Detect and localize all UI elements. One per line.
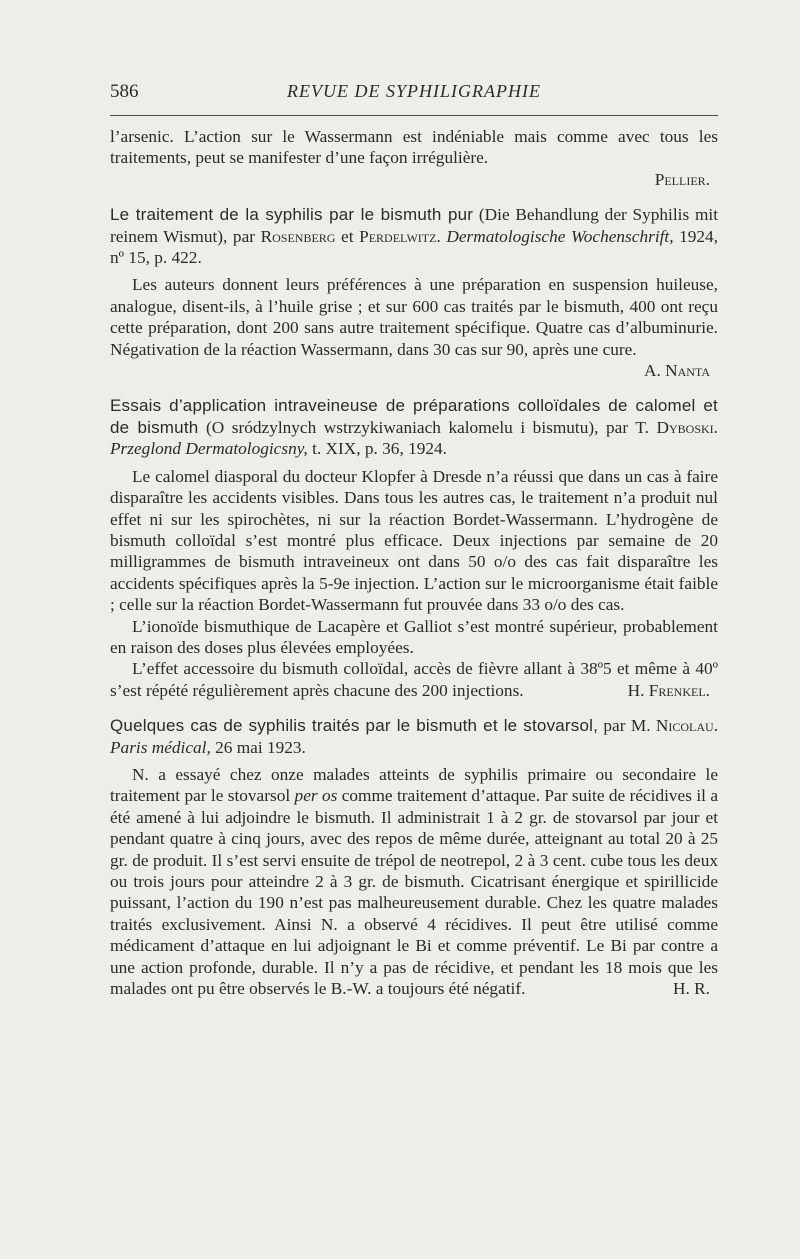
signature: H. R. [673,979,710,999]
paragraph: Le calomel diasporal du docteur Klopfer à Dresde n’a réussi que dans un cas à faire disparaître les accidents visibles. Dans tous les autres cas, le traitement n’a produit nul effet ni sur les spirochètes, ni sur la réaction Bordet-Wassermann. L’hydrogène de bismuth colloïdal s’est montré plus efficace. Deux injections par semaine de 20 milligrammes de bismuth intraveineux ont dans 50 o/o des cas fait disparaître les accidents spécifiques après la 5-9e injection. L’action sur le microorganisme était faible ; celle sur la réaction Bordet-Wassermann fut prouvée dans 33 o/o des cas. [110,466,718,615]
signature: A. Nanta [644,361,710,381]
paragraph: l’arsenic. L’action sur le Wassermann est indéniable mais comme avec tous les traitements, peut se manifester d’une façon irrégulière. [110,127,718,168]
signature: H. Frenkel. [627,680,710,700]
article-title: Quelques cas de syphilis traités par le bismuth et le stovarsol, [110,716,599,736]
emphasis: per os [294,786,338,806]
author-name: Perdelwitz [359,226,437,246]
running-title: REVUE DE SYPHILIGRAPHIE [287,81,541,101]
paragraph: N. a essayé chez onze malades atteints de syphilis primaire ou secondaire le traitement par le stovarsol per os comme traitement d’attaque. Par suite de récidives il a été amené à lui adjoindre le bismuth. Il administrait 1 à 2 gr. de stovarsol par jour et pendant quatre à cinq jours, avec des repos de même durée, atteignant au total 20 à 25 gr. de produit. Il s’est servi ensuite de trépol de neotrepol, 2 à 3 cent. cube tous les deux ou trois jours pour atteindre 2 à 3 gr. de bismuth. Cicatrisant énergique et spirillicide puissant, l’action du 190 n’est pas malheureusement durable. Chez les quatre malades traités exclusivement. Ainsi N. a observé 4 récidives. Il peut être utilisé comme médicament d’attaque en lui adjoignant le Bi et comme préventif. Le Bi par contre a une action profonde, durable. Il n’y a pas de récidive, et pendant les 18 mois que les malades ont pu être observés le B.-W. a toujours été négatif. [110,764,718,999]
paragraph: L’ionoïde bismuthique de Lacapère et Galliot s’est montré supérieur, probablement en raison des doses plus élevées employées. [110,616,718,657]
page-body [110,126,718,999]
author-name: Rosenberg [260,226,336,246]
journal-title: Przeglond Dermatologicsny, [110,439,308,459]
journal-title: Dermatologische Wochenschrift, [446,226,674,246]
header-rule [110,115,718,116]
author-name: Nicolau [655,716,714,736]
paragraph: L’effet accessoire du bismuth colloïdal, accès de fièvre allant à 38º5 et même à 40º s’est répété régulièrement après chacune des 200 injections. [110,659,718,700]
journal-title: Paris médical, [110,737,211,757]
signature: Pellier. [654,169,710,189]
article-title: Le traitement de la syphilis par le bismuth pur [110,205,474,225]
page-number: 586 [110,81,139,102]
article-heading: Le traitement de la syphilis par le bismuth pur (Die Behandlung der Syphilis mit reinem Wismut), par Rosenberg et Perdelwitz. Dermatologische Wochenschrift, 1924, nº 15, p. 422. [110,205,719,268]
page-header [110,81,718,111]
article-title: Essais d’application intraveineuse de préparations colloïdales de calomel et de bismuth [110,396,718,437]
article-heading: Quelques cas de syphilis traités par le bismuth et le stovarsol, par M. Nicolau. Paris médical, 26 mai 1923. [110,716,719,757]
paragraph: Les auteurs donnent leurs préférences à une préparation en suspension huileuse, analogue, disent-ils, à l’huile grise ; et sur 600 cas traités par le bismuth, 400 ont reçu cette préparation, dont 200 sans autre traitement spécifique. Quatre cas d’albuminurie. Négativation de la réaction Wassermann, dans 30 cas sur 90, après une cure. [110,275,718,359]
article-heading: Essais d’application intraveineuse de préparations colloïdales de calomel et de bismuth (O sródzylnych wstrzykiwaniach kalomelu i bismutu), par T. Dyboski. Przeglond Dermatologicsny, t. XIX, p. 36, 1924. [110,396,718,459]
author-name: Dyboski [656,417,714,437]
